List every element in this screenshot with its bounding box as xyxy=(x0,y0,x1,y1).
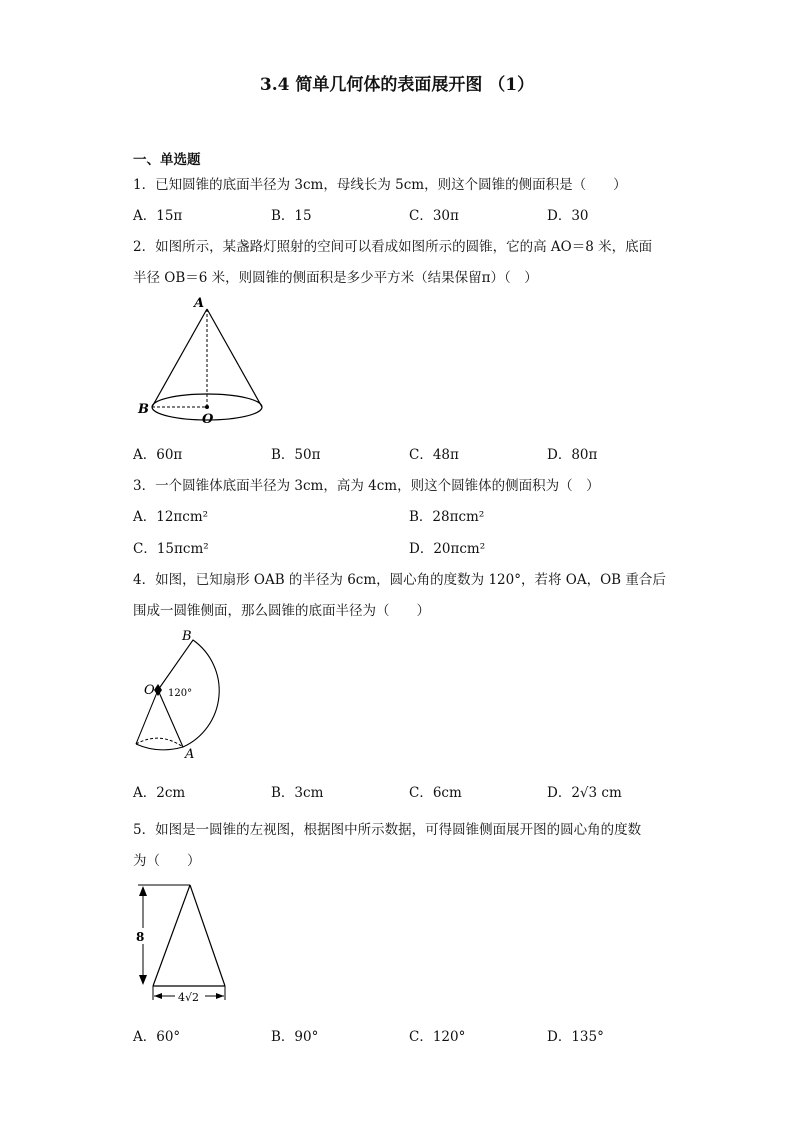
question-1-stem: 1．已知圆锥的底面半径为 3cm，母线长为 5cm，则这个圆锥的侧面积是（ ） xyxy=(133,177,627,193)
label-a: A xyxy=(185,747,195,762)
label-center: O xyxy=(202,412,214,427)
triangle-left-side xyxy=(153,885,190,986)
question-5-stem-line2: 为（ ） xyxy=(133,853,201,869)
q2-option-b: B．50π xyxy=(271,447,321,463)
q4-option-c: C．6cm xyxy=(409,785,462,801)
height-arrow-bottom xyxy=(139,975,147,985)
q4-option-a: A．2cm xyxy=(133,785,186,801)
small-cone-base-back xyxy=(136,738,183,747)
cone-left-slant xyxy=(152,309,207,407)
q5-option-a: A．60° xyxy=(133,1029,181,1045)
small-cone-base-front xyxy=(136,744,183,750)
question-4-stem-line2: 围成一圆锥侧面，那么圆锥的底面半径为（ ） xyxy=(133,603,430,619)
label-b: B xyxy=(182,629,192,644)
cone-right-slant xyxy=(207,309,262,407)
question-2-stem-line1: 2．如图所示，某盏路灯照射的空间可以看成如图所示的圆锥，它的高 AO＝8 米，底面 xyxy=(133,239,653,255)
label-apex: A xyxy=(194,296,205,311)
label-left-point: B xyxy=(138,402,149,417)
label-o: O xyxy=(144,683,155,698)
cone-center-dot xyxy=(205,405,209,409)
sector-figure xyxy=(130,626,230,766)
q2-option-a: A．60π xyxy=(133,447,183,463)
base-arrow-left xyxy=(154,993,162,999)
page-title: 3.4 简单几何体的表面展开图 （1） xyxy=(259,75,535,95)
q1-option-b: B．15 xyxy=(271,208,312,224)
triangle-right-side xyxy=(190,885,225,986)
base-label: 4√2 xyxy=(178,991,200,1004)
q5-option-c: C．120° xyxy=(409,1029,466,1045)
q3-option-b: B．28πcm² xyxy=(409,509,485,525)
q2-option-d: D．80π xyxy=(547,447,598,463)
small-cone-left xyxy=(136,690,158,744)
q3-option-c: C．15πcm² xyxy=(133,541,209,557)
label-angle: 120° xyxy=(168,688,193,699)
q2-option-c: C．48π xyxy=(409,447,459,463)
q3-option-d: D．20πcm² xyxy=(409,541,486,557)
height-arrow-top xyxy=(139,886,147,896)
question-2-stem-line2: 半径 OB＝6 米，则圆锥的侧面积是多少平方米（结果保留π）（ ） xyxy=(133,270,538,286)
question-3-stem: 3．一个圆锥体底面半径为 3cm，高为 4cm，则这个圆锥体的侧面积为（ ） xyxy=(133,478,600,494)
q3-option-a: A．12πcm² xyxy=(133,509,209,525)
height-label: 8 xyxy=(136,930,145,944)
cone-figure xyxy=(130,292,270,428)
question-5-stem-line1: 5．如图是一圆锥的左视图，根据图中所示数据，可得圆锥侧面展开图的圆心角的度数 xyxy=(133,822,642,838)
q4-option-d: D．2√3 cm xyxy=(547,785,622,801)
question-4-stem-line1: 4．如图，已知扇形 OAB 的半径为 6cm，圆心角的度数为 120°，若将 OA，OB 重合后 xyxy=(133,572,666,588)
q1-option-a: A．15π xyxy=(133,208,183,224)
base-arrow-right xyxy=(216,993,224,999)
q4-option-b: B．3cm xyxy=(271,785,324,801)
q5-option-d: D．135° xyxy=(547,1029,604,1045)
cone-side-view-figure xyxy=(130,876,235,1010)
section-heading: 一、单选题 xyxy=(133,152,201,168)
q1-option-c: C．30π xyxy=(409,208,459,224)
q1-option-d: D．30 xyxy=(547,208,589,224)
q5-option-b: B．90° xyxy=(271,1029,319,1045)
